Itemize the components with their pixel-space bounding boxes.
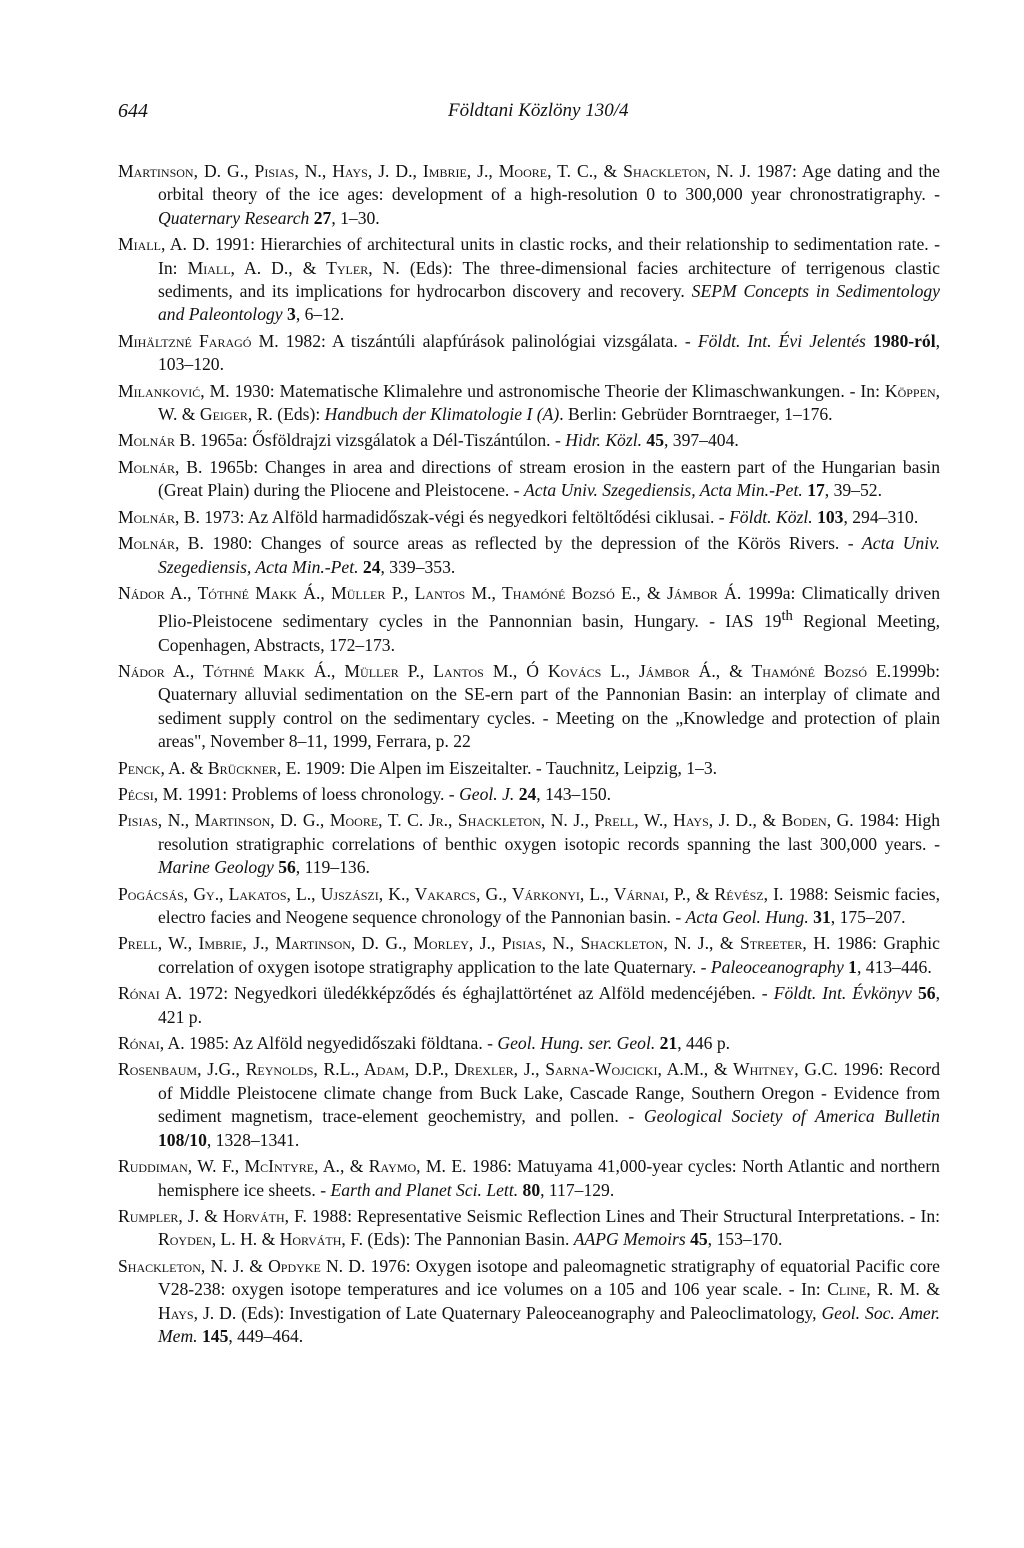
reference-authors: Molnár, B.: [118, 533, 204, 554]
reference-entry: [118, 757, 940, 780]
reference-source: Handbuch der Klimatologie I (A): [324, 404, 560, 425]
reference-text: (Eds): The three-dimensional facies architecture of terrigenous clastic sediments, and its implications for hydrocarbon discovery and recovery.: [158, 257, 940, 302]
reference-entry: [118, 330, 940, 377]
reference-text: 1984: High resolution stratigraphic correlations of benthic oxygen isotopic records spanning the last 300,000 years. -: [158, 810, 941, 854]
reference-text: 1909: Die Alpen im Eiszeitalter. - Tauchnitz, Leipzig, 1–3.: [300, 757, 718, 778]
reference-text: 1985: Az Alföld negyedidőszaki földtana. -: [184, 1033, 498, 1054]
reference-entry: [118, 582, 940, 657]
reference-source: AAPG Memoirs: [573, 1229, 686, 1250]
reference-text: , 143–150.: [536, 784, 612, 805]
reference-source: SEPM Concepts in Sedimentology and Paleontology: [158, 281, 940, 325]
reference-authors: Molnár, B.: [118, 506, 200, 527]
reference-entry: [118, 160, 940, 230]
reference-authors: Ruddiman, W. F., McIntyre, A., & Raymo, M. E.: [118, 1156, 467, 1177]
superscript: th: [781, 608, 793, 625]
reference-entry: [118, 1255, 940, 1349]
reference-entry: [118, 233, 940, 327]
reference-authors: Penck, A. & Brückner, E.: [118, 757, 301, 778]
reference-authors: Royden, L. H. & Horváth, F.: [158, 1229, 363, 1250]
reference-text: , 339–353.: [380, 556, 456, 577]
reference-entry: [118, 809, 940, 879]
reference-source: Geol. Soc. Amer. Mem.: [158, 1302, 941, 1346]
reference-volume: 45: [690, 1229, 708, 1250]
reference-source: Geological Society of America Bulletin: [643, 1106, 940, 1127]
reference-source: Acta Univ. Szegediensis, Acta Min.-Pet.: [158, 533, 941, 577]
reference-authors: Rónai, A.: [118, 1033, 185, 1054]
reference-volume: 1: [848, 956, 857, 977]
reference-authors: Molnár, B.: [118, 456, 203, 477]
reference-authors: Molnár B.: [118, 430, 196, 451]
page-number: 644: [118, 100, 148, 122]
reference-source: Marine Geology: [158, 857, 274, 878]
reference-text: 1965b: Changes in area and directions of stream erosion in the eastern part of the Hungarian basin (Great Plain) during the Pliocene and Pleistocene. -: [158, 456, 941, 501]
reference-authors: Nádor A., Tóthné Makk Á., Müller P., Lantos M., Ó Kovács L., Jámbor Á., & Thamóné Bozsó E.: [118, 660, 892, 681]
reference-authors: Milanković, M.: [118, 380, 230, 401]
reference-authors: Miall, A. D.: [118, 234, 210, 255]
reference-source: Geol. J.: [459, 784, 515, 805]
reference-entry: [118, 1058, 940, 1152]
reference-authors: Prell, W., Imbrie, J., Martinson, D. G., Morley, J., Pisias, N., Shackleton, N. J., & Streeter, H.: [118, 933, 831, 954]
reference-authors: Cline, R. M. & Hays, J. D.: [158, 1279, 940, 1323]
reference-text: 1930: Matematische Klimalehre und astronomische Theorie der Klimaschwankungen. - In:: [229, 380, 885, 401]
reference-authors: Pécsi, M.: [118, 784, 183, 805]
reference-text: (Eds): Investigation of Late Quaternary Paleoceanography and Paleoclimatology,: [236, 1302, 822, 1323]
reference-text: [866, 331, 873, 351]
reference-volume: 17: [807, 480, 825, 501]
reference-authors: Köppen, W. & Geiger, R.: [158, 380, 941, 425]
reference-source: Földt. Int. Évi Jelentés: [697, 330, 866, 351]
reference-volume: 31: [813, 907, 831, 928]
reference-text: 1988: Seismic facies, electro facies and Neogene sequence chronology of the Pannonian basin. -: [158, 883, 941, 928]
reference-text: , 294–310.: [843, 506, 919, 527]
reference-text: (Eds):: [272, 404, 325, 425]
reference-authors: Rónai A.: [118, 983, 182, 1004]
reference-text: , 1328–1341.: [206, 1129, 300, 1150]
reference-text: , 117–129.: [540, 1179, 615, 1200]
reference-text: 1980: Changes of source areas as reflected by the depression of the Körös Rivers. -: [203, 533, 863, 554]
reference-volume: 108/10: [158, 1129, 207, 1150]
reference-volume: 45: [646, 430, 664, 451]
reference-volume: 80: [522, 1179, 541, 1200]
reference-authors: Martinson, D. G., Pisias, N., Hays, J. D., Imbrie, J., Moore, T. C., & Shackleton, N. J.: [118, 161, 751, 181]
reference-source: Hidr. Közl.: [565, 430, 642, 451]
reference-entry: [118, 1155, 940, 1202]
reference-text: , 153–170.: [707, 1229, 783, 1250]
reference-authors: Shackleton, N. J. & Opdyke N. D.: [118, 1255, 366, 1276]
reference-authors: Rosenbaum, J.G., Reynolds, R.L., Adam, D.P., Drexler, J., Sarna-Wojcicki, A.M., & Whitney, G.C.: [118, 1059, 838, 1080]
reference-text: , 413–446.: [856, 956, 932, 977]
reference-entry: [118, 982, 940, 1029]
reference-text: 1999a: Climatically driven Plio-Pleistocene sedimentary cycles in the Pannonnian basin, Hungary. - IAS 19: [158, 582, 941, 632]
reference-text: 1982: A tiszántúli alapfúrások palinológiai vizsgálata. -: [278, 330, 698, 351]
reference-volume: 56: [278, 857, 296, 878]
reference-volume: 24: [362, 556, 381, 577]
reference-volume: 27: [313, 207, 332, 228]
reference-entry: [118, 429, 940, 452]
reference-text: 1986: Matuyama 41,000-year cycles: North Atlantic and northern hemisphere ice sheets. -: [158, 1156, 940, 1200]
reference-volume: 103: [817, 506, 844, 527]
reference-text: , 39–52.: [824, 480, 882, 501]
reference-entry: [118, 532, 940, 579]
reference-source: Acta Geol. Hung.: [685, 907, 809, 928]
reference-source: Paleoceanography: [710, 956, 844, 977]
reference-text: 1996: Record of Middle Pleistocene climate change from Buck Lake, Cascade Range, Southern Oregon - Evidence from sediment magnetism, trace-element geochemistry, and pollen. -: [158, 1059, 940, 1127]
reference-source: Geol. Hung. ser. Geol.: [497, 1033, 656, 1054]
reference-authors: Miall, A. D., & Tyler, N.: [187, 257, 400, 278]
reference-text: 1987: Age dating and the orbital theory of the ice ages: development of a high-resolution 0 to 300,000 year chronostratigraphy. -: [158, 161, 940, 205]
reference-authors: Nádor A., Tóthné Makk Á., Müller P., Lantos M., Thamóné Bozsó E., & Jámbor Á.: [118, 582, 742, 603]
reference-source: Quaternary Research: [158, 207, 310, 228]
reference-entry: [118, 1205, 940, 1252]
reference-volume: 56: [917, 983, 936, 1004]
reference-text: 1965a: Ősföldrajzi vizsgálatok a Dél-Tiszántúlon. -: [195, 430, 566, 451]
reference-text: 1988: Representative Seismic Reflection Lines and Their Structural Interpretations. - In:: [306, 1205, 941, 1226]
reference-volume: 3: [287, 304, 296, 325]
reference-authors: Mihältzné Faragó M.: [118, 330, 279, 351]
reference-text: 1991: Hierarchies of architectural units in clastic rocks, and their relationship to sedimentation rate. - In:: [158, 234, 940, 278]
reference-text: , 119–136.: [295, 857, 370, 878]
reference-text: 1976: Oxygen isotope and paleomagnetic stratigraphy of equatorial Pacific core V28-238: oxygen isotope temperatures and ice volumes on a 105 and 106 year scale. - In:: [158, 1255, 940, 1300]
reference-volume: 24: [518, 784, 537, 805]
reference-text: , 1–30.: [331, 207, 380, 228]
reference-text: , 421 p.: [158, 983, 940, 1027]
reference-entry: [118, 660, 940, 754]
reference-text: , 449–464.: [228, 1325, 304, 1346]
reference-volume: 1980-ról: [873, 330, 936, 351]
reference-text: 1972: Negyedkori üledékképződés és éghajlattörténet az Alföld medencéjében. -: [181, 983, 774, 1004]
reference-text: 1991: Problems of loess chronology. -: [182, 784, 460, 805]
reference-source: Földt. Int. Évkönyv: [773, 983, 912, 1004]
reference-authors: Pogácsás, Gy., Lakatos, L., Ujszászi, K., Vakarcs, G., Várkonyi, L., Várnai, P., & Révész, I.: [118, 883, 784, 904]
reference-entry: [118, 456, 940, 503]
reference-text: (Eds): The Pannonian Basin.: [362, 1229, 574, 1250]
journal-title: Földtani Közlöny 130/4: [448, 100, 629, 121]
reference-authors: Pisias, N., Martinson, D. G., Moore, T. C. Jr., Shackleton, N. J., Prell, W., Hays, J. D., & Boden, G.: [118, 810, 854, 831]
reference-text: 1986: Graphic correlation of oxygen isotope stratigraphy application to the late Quaternary. -: [158, 933, 940, 977]
reference-source: Acta Univ. Szegediensis, Acta Min.-Pet.: [523, 480, 803, 501]
reference-text: Regional Meeting, Copenhagen, Abstracts, 172–173.: [158, 611, 940, 655]
reference-text: 1973: Az Alföld harmadidőszak-végi és negyedkori feltöltődési ciklusai. -: [199, 506, 730, 527]
page-header: [118, 100, 948, 130]
reference-text: , 175–207.: [830, 907, 906, 928]
reference-text: , 397–404.: [663, 430, 739, 451]
reference-entry: [118, 1032, 940, 1055]
reference-text: , 6–12.: [295, 304, 345, 325]
reference-list: [118, 160, 940, 1351]
reference-text: . Berlin: Gebrüder Borntraeger, 1–176.: [559, 404, 833, 425]
reference-source: Földt. Közl.: [729, 506, 813, 527]
reference-entry: [118, 506, 940, 529]
reference-entry: [118, 783, 940, 806]
reference-authors: Rumpler, J. & Horváth, F.: [118, 1205, 307, 1226]
reference-entry: [118, 932, 940, 979]
reference-volume: 21: [659, 1033, 678, 1054]
reference-volume: 145: [201, 1325, 229, 1346]
reference-text: , 446 p.: [677, 1033, 731, 1054]
reference-entry: [118, 380, 940, 427]
reference-text: , 103–120.: [158, 330, 940, 375]
reference-source: Earth and Planet Sci. Lett.: [330, 1179, 519, 1200]
reference-text: 1999b: Quaternary alluvial sedimentation on the SE-ern part of the Pannonian Basin: an interplay of climate and sediment supply control on the sedimentary cycles. - Meeting on the „Knowledge and protection of plain areas", November 8–11, 1999, Ferrara, p. 22: [158, 660, 940, 752]
reference-entry: [118, 883, 940, 930]
